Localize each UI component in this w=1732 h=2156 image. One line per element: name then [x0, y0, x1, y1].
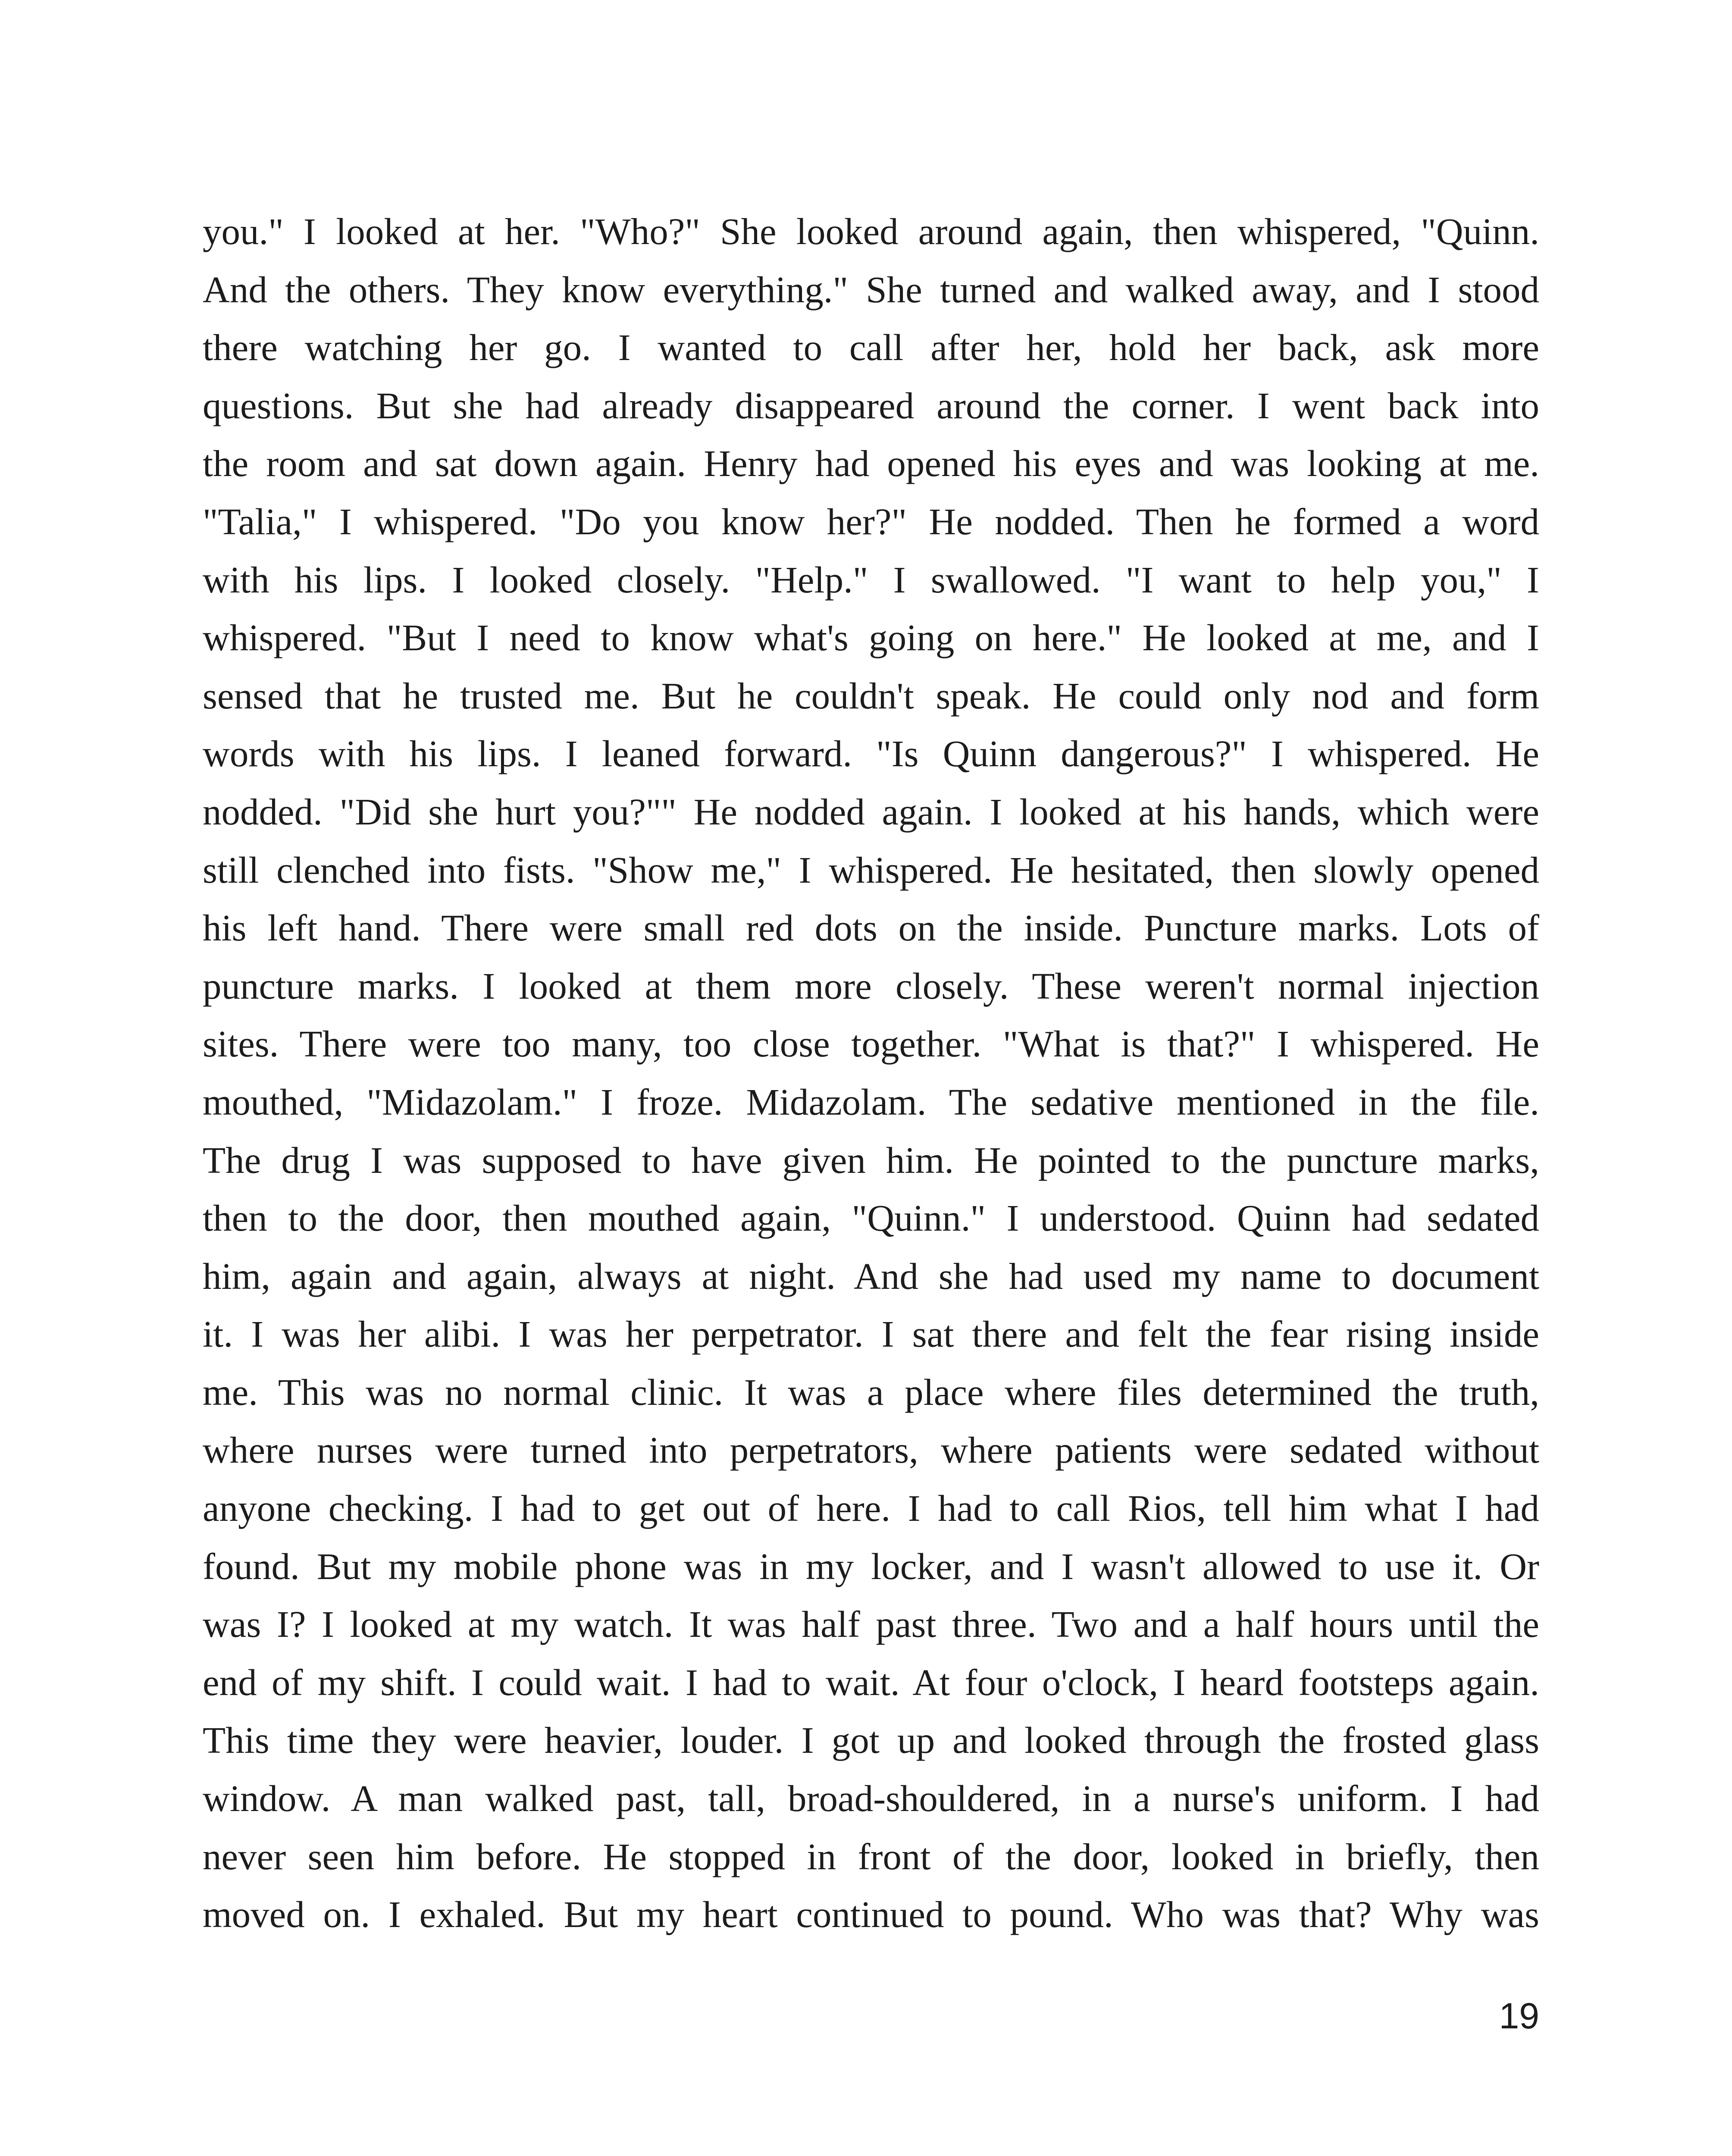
- text-line: sites. There were too many, too close together. "What is that?" I whispered. He: [203, 1023, 1539, 1065]
- text-line: the room and sat down again. Henry had opened his eyes and was looking at me.: [203, 442, 1539, 485]
- text-line: words with his lips. I leaned forward. "Is Quinn dangerous?" I whispered. He: [203, 733, 1539, 775]
- text-line: you." I looked at her. "Who?" She looked around again, then whispered, "Quinn.: [203, 210, 1539, 252]
- page-number: 19: [1499, 1996, 1539, 2036]
- text-line: mouthed, "Midazolam." I froze. Midazolam. The sedative mentioned in the file.: [203, 1081, 1539, 1123]
- text-line: where nurses were turned into perpetrators, where patients were sedated without: [203, 1429, 1539, 1471]
- text-line: then to the door, then mouthed again, "Quinn." I understood. Quinn had sedated: [203, 1197, 1539, 1239]
- text-line: anyone checking. I had to get out of here. I had to call Rios, tell him what I had: [203, 1487, 1539, 1529]
- text-line: his left hand. There were small red dots on the inside. Puncture marks. Lots of: [203, 907, 1539, 949]
- text-line: The drug I was supposed to have given him. He pointed to the puncture marks,: [203, 1139, 1539, 1181]
- text-line: still clenched into fists. "Show me," I whispered. He hesitated, then slowly opened: [203, 849, 1539, 891]
- text-line: whispered. "But I need to know what's going on here." He looked at me, and I: [203, 617, 1539, 659]
- text-line: end of my shift. I could wait. I had to wait. At four o'clock, I heard footsteps again.: [203, 1661, 1539, 1703]
- text-line: found. But my mobile phone was in my locker, and I wasn't allowed to use it. Or: [203, 1545, 1539, 1587]
- text-line: it. I was her alibi. I was her perpetrator. I sat there and felt the fear rising inside: [203, 1313, 1539, 1355]
- text-line: questions. But she had already disappeared around the corner. I went back into: [203, 384, 1539, 426]
- text-line: me. This was no normal clinic. It was a place where files determined the truth,: [203, 1371, 1539, 1413]
- body-text: [203, 203, 1539, 1944]
- text-line: nodded. "Did she hurt you?"" He nodded again. I looked at his hands, which were: [203, 790, 1539, 833]
- text-line: This time they were heavier, louder. I got up and looked through the frosted glass: [203, 1719, 1539, 1761]
- text-line: window. A man walked past, tall, broad-shouldered, in a nurse's uniform. I had: [203, 1777, 1539, 1820]
- text-line: him, again and again, always at night. And she had used my name to document: [203, 1255, 1539, 1297]
- text-line: puncture marks. I looked at them more closely. These weren't normal injection: [203, 965, 1539, 1007]
- text-line: was I? I looked at my watch. It was half past three. Two and a half hours until the: [203, 1603, 1539, 1645]
- text-line: with his lips. I looked closely. "Help." I swallowed. "I want to help you," I: [203, 558, 1539, 601]
- text-line: sensed that he trusted me. But he couldn't speak. He could only nod and form: [203, 674, 1539, 717]
- text-line: there watching her go. I wanted to call after her, hold her back, ask more: [203, 326, 1539, 369]
- text-line: moved on. I exhaled. But my heart continued to pound. Who was that? Why was: [203, 1893, 1539, 1936]
- text-line: never seen him before. He stopped in front of the door, looked in briefly, then: [203, 1835, 1539, 1877]
- text-line: And the others. They know everything." She turned and walked away, and I stood: [203, 268, 1539, 310]
- text-line: "Talia," I whispered. "Do you know her?" He nodded. Then he formed a word: [203, 500, 1539, 542]
